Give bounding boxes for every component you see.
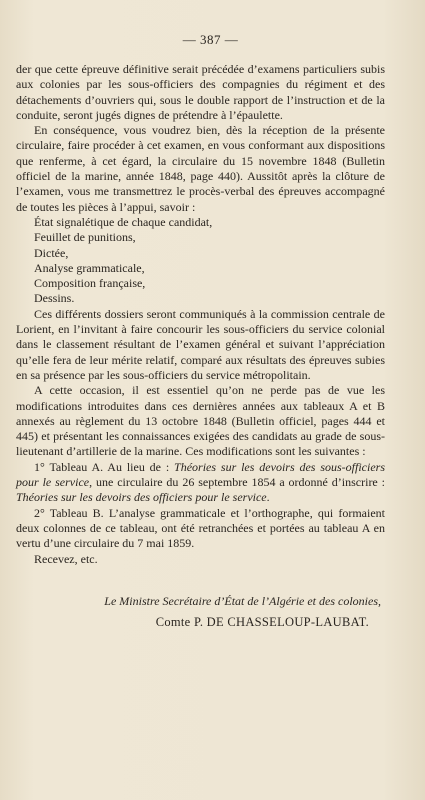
- modification-1-lead: 1° Tableau A. Au lieu de :: [34, 459, 175, 474]
- closing-formula: Recevez, etc.: [34, 551, 98, 566]
- list-item: État signalétique de chaque candidat,: [34, 214, 213, 229]
- page-number: — 387 —: [182, 32, 239, 47]
- signature-title: Le Ministre Secrétaire d’État de l’Algérie et des colonies,: [104, 593, 381, 608]
- paragraph-consequence: En conséquence, vous voudrez bien, dès la réception de la présente circulaire, faire procéder à cet examen, en vous conformant aux dispositions que renferme, à cet égard, la circulaire du 15 novembre 1848 (Bulletin officiel de la marine, année 1848, page 440). Aussitôt après la clôture de l’examen, vous me transmettrez le procès-verbal des épreuves accompagné de toutes les pièces à l’appui, savoir :: [16, 123, 385, 214]
- list-item: Feuillet de punitions,: [34, 230, 136, 245]
- modification-2: 2° Tableau B. L’analyse grammaticale et l’orthographe, qui formaient deux colonnes de ce tableau, ont été retranchées et portées au tableau A en vertu d’une circulaire du 7 mai 1859.: [16, 505, 385, 551]
- modification-1-end: .: [266, 490, 270, 505]
- signature-name: Comte P. DE CHASSELOUP-LAUBAT.: [155, 614, 369, 629]
- modification-1: [16, 460, 385, 506]
- list-item: Composition française,: [34, 276, 146, 291]
- page-body: [16, 62, 385, 567]
- modification-1-middle: , une circulaire du 26 septembre 1854 a ordonné d’inscrire :: [89, 475, 385, 490]
- modification-1-title-b: Théories sur les devoirs des officiers pour le service: [16, 490, 267, 505]
- pieces-list: [16, 215, 385, 307]
- paragraph-occasion: A cette occasion, il est essentiel qu’on ne perde pas de vue les modifications introduites dans ces dernières années aux tableaux A et B annexés au règlement du 13 octobre 1848 (Bulletin officiel, pages 444 et 445) et présentant les connaissances exigées des candidats au grade de sous-lieutenant d’artillerie de la marine. Ces modifications sont les suivantes :: [16, 383, 385, 459]
- list-item: Dessins.: [34, 291, 75, 306]
- list-item: Analyse grammaticale,: [34, 260, 145, 275]
- paragraph-lorient: Ces différents dossiers seront communiqués à la commission centrale de Lorient, en l’invitant à faire concourir les sous-officiers du service colonial dans le classement résultant de l’examen général et suivant l’appréciation qu’elle fera de leur mérite relatif, comparé aux résultats des épreuves subies en sa présence par les sous-officiers du service métropolitain.: [16, 306, 385, 382]
- list-item: Dictée,: [34, 245, 69, 260]
- modification-1-title-a: Théories sur les devoirs des sous-officiers pour le service: [16, 459, 385, 490]
- paragraph-continuation: der que cette épreuve définitive serait précédée d’examens particuliers subis aux colonies par les sous-officiers des compagnies du régiment et des détachements d’ouvriers qui, sous le double rapport de l’instruction et de la conduite, seront jugés dignes de prétendre à l’épaulette.: [16, 62, 385, 122]
